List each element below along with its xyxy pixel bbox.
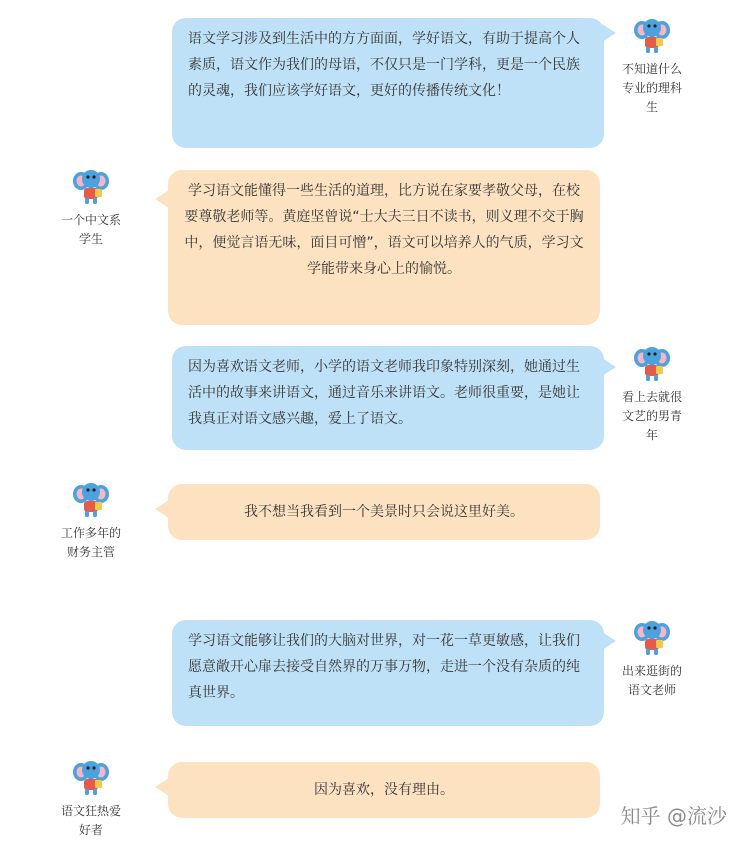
speaker-2 [56, 163, 126, 249]
speaker-label-6: 语文狂热爱好者 [60, 804, 121, 837]
message-bubble-1 [172, 18, 604, 148]
elephant-avatar-icon [69, 754, 113, 798]
elephant-avatar-icon [69, 163, 113, 207]
message-text-6: 因为喜欢，没有理由。 [314, 782, 454, 798]
message-text-5: 学习语文能够让我们的大脑对世界，对一花一草更敏感，让我们愿意敞开心扉去接受自然界的万事万物，走进一个没有杂质的纯真世界。 [188, 633, 580, 701]
message-text-3: 因为喜欢语文老师，小学的语文老师我印象特别深刻，她通过生活中的故事来讲语文，通过音乐来讲语文。老师很重要，是她让我真正对语文感兴趣，爱上了语文。 [188, 359, 580, 427]
message-bubble-6 [168, 762, 600, 818]
bubble-tail-4 [155, 500, 169, 518]
speaker-label-3: 看上去就很文艺的男青年 [621, 390, 682, 442]
bubble-tail-5 [602, 632, 616, 650]
elephant-avatar-icon [630, 614, 674, 658]
speaker-5 [617, 614, 687, 700]
elephant-avatar-icon [630, 12, 674, 56]
message-bubble-3 [172, 346, 604, 450]
message-text-2: 学习语文能懂得一些生活的道理，比方说在家要孝敬父母，在校要尊敬老师等。黄庭坚曾说“士大夫三日不读书，则义理不交于胸中，便觉言语无味，面目可憎”，语文可以培养人的气质，学习文学能带来身心上的愉悦。 [184, 183, 584, 277]
speaker-label-5: 出来逛街的语文老师 [621, 664, 682, 697]
speaker-label-2: 一个中文系学生 [60, 213, 121, 246]
watermark: 知乎 @流沙 [620, 804, 727, 828]
elephant-avatar-icon [69, 476, 113, 520]
message-bubble-5 [172, 620, 604, 726]
elephant-avatar-icon [630, 340, 674, 384]
speaker-1 [617, 12, 687, 117]
message-text-1: 语文学习涉及到生活中的方方面面，学好语文，有助于提高个人素质，语文作为我们的母语，不仅只是一门学科，更是一个民族的灵魂，我们应该学好语文，更好的传播传统文化！ [188, 31, 580, 99]
bubble-tail-2 [155, 190, 169, 208]
bubble-tail-3 [602, 358, 616, 376]
message-text-4: 我不想当我看到一个美景时只会说这里好美。 [244, 504, 524, 520]
message-bubble-2 [168, 170, 600, 325]
speaker-6 [56, 754, 126, 840]
speaker-4 [56, 476, 126, 562]
message-bubble-4 [168, 484, 600, 540]
speaker-label-1: 不知道什么专业的理科生 [621, 62, 682, 114]
speaker-3 [617, 340, 687, 445]
bubble-tail-1 [602, 24, 616, 42]
bubble-tail-6 [155, 778, 169, 796]
speaker-label-4: 工作多年的财务主管 [60, 526, 121, 559]
